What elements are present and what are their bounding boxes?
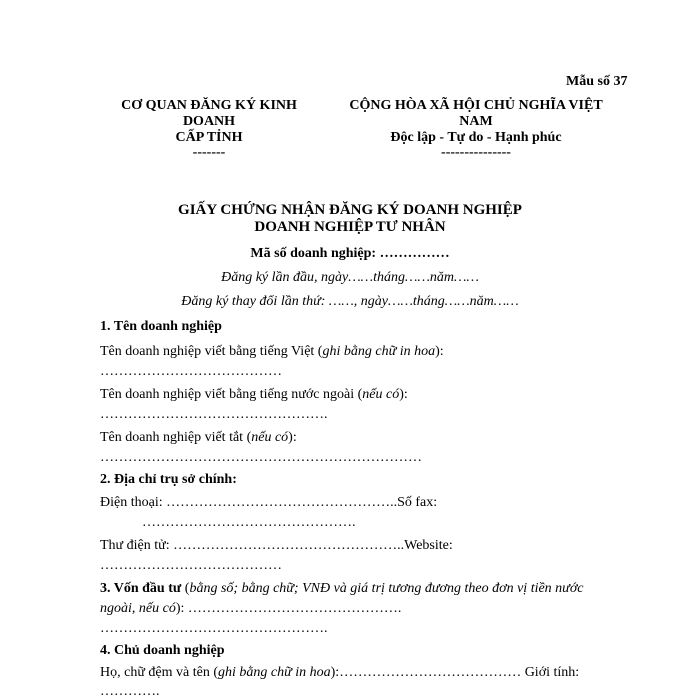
email-website-line: Thư điện tử: …………………………………………..Website: (100, 538, 453, 553)
section-3-line2 (100, 601, 401, 617)
foreign-name-label-end: ): (399, 387, 408, 402)
fax-blank: ………………………………………. (142, 515, 356, 530)
foreign-name-note: nếu có (362, 387, 400, 402)
owner-name-end: ):………………………………… Giới tính: (330, 665, 580, 680)
section-3-line1 (100, 581, 584, 597)
issuing-agency (104, 98, 314, 160)
abbr-name-note: nếu có (251, 430, 289, 445)
foreign-name-blank: …………………………………………. (100, 407, 328, 422)
vn-name-blank: ………………………………… (100, 364, 282, 379)
national-motto-line1: CỘNG HÒA XÃ HỘI CHỦ NGHĨA VIỆT (349, 98, 603, 113)
section-1-heading: 1. Tên doanh nghiệp (100, 319, 222, 334)
section-3-note2-end: ): ………………………………………. (175, 601, 402, 616)
section-3-blank: …………………………………………. (100, 621, 328, 636)
form-number: Mẫu số 37 (566, 74, 628, 89)
gender-blank: …………. (100, 684, 160, 699)
document-title-line2: DOANH NGHIỆP TƯ NHÂN (254, 219, 446, 235)
national-motto-rule: --------------- (441, 145, 511, 160)
section-3-note-open: ( (181, 581, 190, 596)
change-registration: Đăng ký thay đổi lần thứ: ……, ngày……tháng……năm…… (181, 294, 519, 309)
phone-fax-line: Điện thoại: …………………………………………..Số fax: (100, 495, 438, 510)
section-4-heading: 4. Chủ doanh nghiệp (100, 643, 225, 658)
first-registration: Đăng ký lần đầu, ngày……tháng……năm…… (221, 270, 479, 285)
vn-name-label (100, 344, 444, 360)
enterprise-code: Mã số doanh nghiệp: …………… (250, 246, 450, 261)
vn-name-label-end: ): (435, 344, 444, 359)
section-3-note2: ngoài, nếu có (100, 601, 176, 616)
owner-name-note: ghi bằng chữ in hoa (218, 665, 331, 680)
issuing-agency-rule: ------- (192, 145, 226, 160)
national-motto (326, 98, 626, 160)
document-title (90, 202, 610, 236)
abbr-name-label (100, 430, 297, 446)
issuing-agency-line2: DOANH (182, 114, 236, 129)
vn-name-note: ghi bằng chữ in hoa (322, 344, 436, 359)
website-blank: ………………………………… (100, 558, 282, 573)
national-motto-line2: NAM (459, 114, 493, 129)
abbr-name-label-text: Tên doanh nghiệp viết tắt ( (100, 430, 252, 445)
section-2-heading: 2. Địa chỉ trụ sở chính: (100, 472, 237, 487)
owner-name-line (100, 665, 579, 681)
vn-name-label-text: Tên doanh nghiệp viết bằng tiếng Việt ( (100, 344, 323, 359)
foreign-name-label (100, 387, 408, 403)
issuing-agency-line1: CƠ QUAN ĐĂNG KÝ KINH (121, 98, 297, 113)
section-3-note: bằng số; bằng chữ; VNĐ và giá trị tương đương theo đơn vị tiền nước (189, 581, 584, 596)
issuing-agency-line3: CẤP TỈNH (175, 130, 243, 145)
owner-name-label: Họ, chữ đệm và tên ( (100, 665, 218, 680)
document-title-line1: GIẤY CHỨNG NHẬN ĐĂNG KÝ DOANH NGHIỆP (178, 202, 522, 218)
abbr-name-blank: …………………………………………………………… (100, 450, 422, 465)
national-motto-line3: Độc lập - Tự do - Hạnh phúc (390, 130, 562, 145)
abbr-name-label-end: ): (288, 430, 297, 445)
foreign-name-label-text: Tên doanh nghiệp viết bằng tiếng nước ngoài ( (100, 387, 363, 402)
section-3-heading: 3. Vốn đầu tư (100, 581, 182, 596)
